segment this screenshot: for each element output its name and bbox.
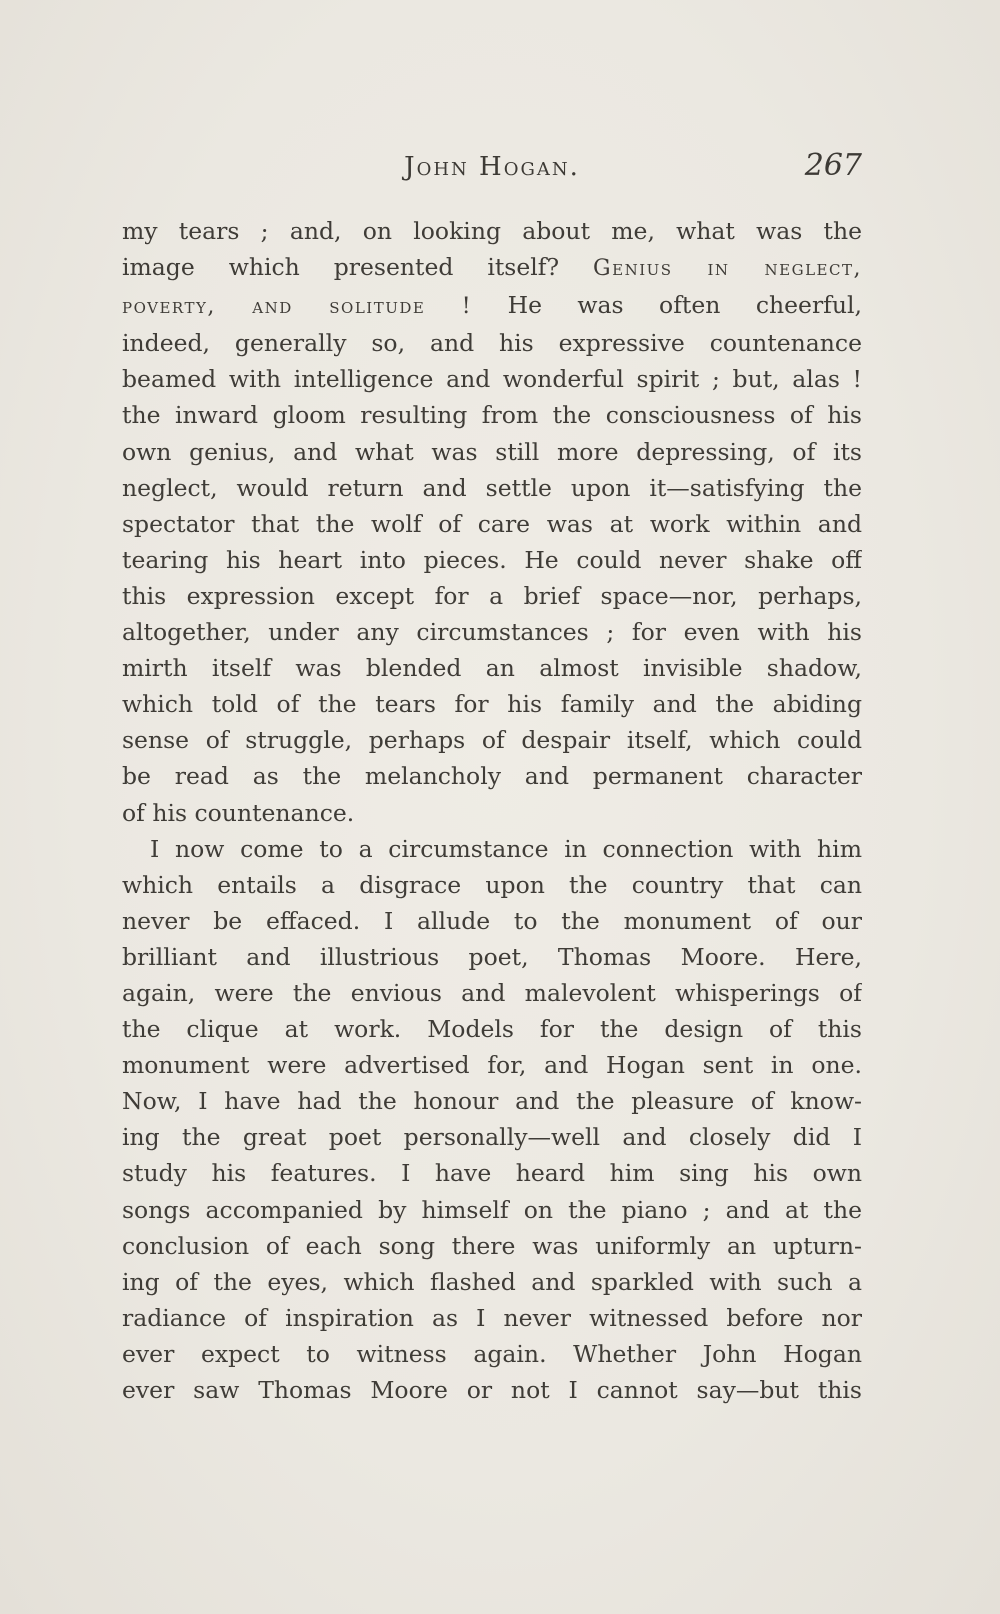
text-line: brilliant and illustrious poet, Thomas Moore. Here,: [122, 942, 862, 971]
small-caps-phrase: Genius in neglect,: [593, 256, 862, 282]
text-span: image which presented itself?: [122, 253, 560, 282]
text-line: ing of the eyes, which flashed and sparkled with such a: [122, 1267, 862, 1296]
text-line: ever expect to witness again. Whether John Hogan: [122, 1339, 862, 1368]
text-line: my tears ; and, on looking about me, what was the: [122, 217, 862, 245]
text-line: this expression except for a brief space—nor, perhaps,: [122, 581, 862, 610]
text-line: own genius, and what was still more depressing, of its: [122, 437, 862, 466]
small-caps-phrase: poverty, and solitude !: [122, 294, 473, 320]
text-line: indeed, generally so, and his expressive countenance: [122, 329, 862, 358]
text-line: tearing his heart into pieces. He could never shake off: [122, 545, 862, 574]
text-line: [122, 287, 862, 325]
text-line: ing the great poet personally—well and closely did I: [122, 1123, 862, 1152]
page-number: 267: [804, 148, 862, 183]
text-line: which entails a disgrace upon the country that can: [122, 870, 862, 899]
body-text: [122, 213, 862, 1408]
text-line: study his features. I have heard him sing his own: [122, 1159, 862, 1188]
text-line: never be effaced. I allude to the monument of our: [122, 906, 862, 935]
text-line: beamed with intelligence and wonderful spirit ; but, alas !: [122, 365, 862, 394]
text-line: Now, I have had the honour and the pleasure of know-: [122, 1087, 862, 1116]
text-line: the inward gloom resulting from the consciousness of his: [122, 401, 862, 430]
text-line: the clique at work. Models for the design of this: [122, 1015, 862, 1044]
text-line: be read as the melancholy and permanent character: [122, 762, 862, 791]
text-line: songs accompanied by himself on the piano ; and at the: [122, 1195, 862, 1224]
running-title: John Hogan.: [404, 152, 580, 182]
text-line: ever saw Thomas Moore or not I cannot say—but this: [122, 1376, 862, 1404]
text-line: mirth itself was blended an almost invisible shadow,: [122, 654, 862, 683]
text-line: neglect, would return and settle upon it—satisfying the: [122, 473, 862, 502]
text-line: monument were advertised for, and Hogan sent in one.: [122, 1051, 862, 1080]
text-line: again, were the envious and malevolent whisperings of: [122, 978, 862, 1007]
page-header: [122, 142, 862, 188]
text-line: altogether, under any circumstances ; for even with his: [122, 618, 862, 647]
text-span: He was often cheerful,: [507, 291, 862, 320]
text-line: conclusion of each song there was uniformly an upturn-: [122, 1231, 862, 1260]
text-line: sense of struggle, perhaps of despair itself, which could: [122, 726, 862, 755]
paragraph-last-line: of his countenance.: [122, 798, 355, 827]
text-line: radiance of inspiration as I never witnessed before nor: [122, 1303, 862, 1332]
paragraph-first-line: I now come to a circumstance in connection with him: [150, 834, 862, 863]
text-line: [122, 249, 862, 287]
text-line: spectator that the wolf of care was at work within and: [122, 509, 862, 538]
text-line: which told of the tears for his family and the abiding: [122, 690, 862, 719]
